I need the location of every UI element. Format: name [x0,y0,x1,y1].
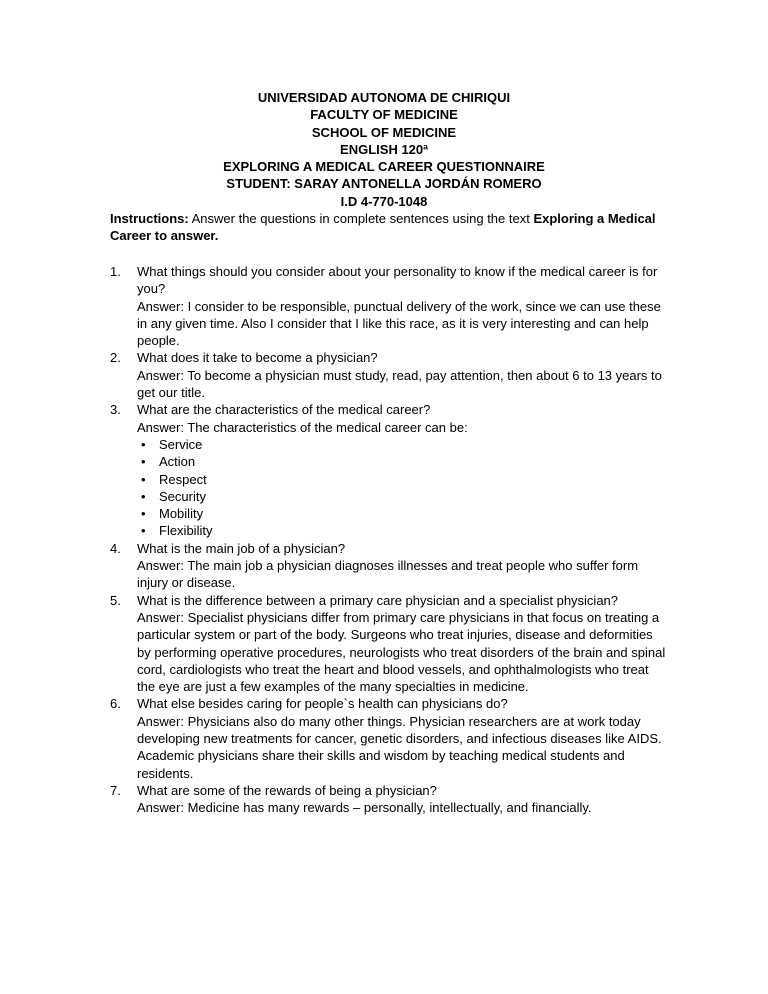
list-item [137,453,670,470]
characteristics-list [137,436,670,540]
course-name: ENGLISH 120ª [340,141,428,157]
answer-text: Answer: To become a physician must study, read, pay attention, then about 6 to 13 years to get our title. [137,367,662,401]
question-item [110,263,670,349]
answer-text: Answer: Physicians also do many other things. Physician researchers are at work today developing new treatments for cancer, genetic disorders, and infectious diseases like AIDS. Academic physicians share their skills and wisdom by teaching medical students and residents. [137,713,662,781]
bullet-icon: • [141,506,146,522]
bullet-icon: • [141,523,146,539]
list-item-label: Respect [159,471,207,487]
list-item-label: Action [159,454,196,470]
bullet-icon: • [141,471,146,487]
list-item [137,436,670,453]
question-text: What is the main job of a physician? [137,540,346,556]
list-item [137,522,670,539]
answer-text: Answer: The characteristics of the medical career can be: [137,419,468,435]
document-title: EXPLORING A MEDICAL CAREER QUESTIONNAIRE [223,159,545,175]
student-name: STUDENT: SARAY ANTONELLA JORDÁN ROMERO [226,176,542,192]
question-number: 4. [110,540,121,556]
question-number: 1. [110,264,121,279]
instructions-label: Instructions: [110,211,189,226]
instructions [110,210,670,245]
list-item-label: Mobility [159,506,204,522]
list-item [137,488,670,505]
list-item-label: Flexibility [159,523,213,539]
university-name: UNIVERSIDAD AUTONOMA DE CHIRIQUI [257,90,511,105]
question-text: What else besides caring for people`s health can physicians do? [137,696,508,712]
question-text: What are the characteristics of the medical career? [137,402,431,418]
question-item [110,540,670,592]
answer-text: Answer: I consider to be responsible, punctual delivery of the work, since we can use these in any given time. Also I consider that I like this race, as it is very interesting and can help people. [137,298,661,349]
question-number: 5. [110,592,121,608]
questions-list [110,263,670,817]
student-id: I.D 4-770-1048 [340,193,428,209]
document-header [0,89,768,210]
question-number: 3. [110,402,121,418]
instructions-text: Answer the questions in complete sentences using the text [188,211,534,226]
list-item [137,505,670,522]
instructions-source-title: Exploring a Medical Career to answer. [110,211,656,244]
bullet-icon: • [141,436,146,452]
answer-text: Answer: Medicine has many rewards – personally, intellectually, and financially. [137,800,592,816]
list-item [137,471,670,488]
question-number: 6. [110,696,121,712]
question-item [110,695,670,781]
question-item [110,349,670,401]
question-item [110,782,670,817]
bullet-icon: • [141,488,146,504]
faculty-name: FACULTY OF MEDICINE [310,107,458,123]
question-text: What things should you consider about your personality to know if the medical career is for you? [137,264,658,297]
school-name: SCHOOL OF MEDICINE [311,124,457,140]
answer-text: Answer: Specialist physicians differ from primary care physicians in that focus on treating a particular system or part of the body. Surgeons who treat injuries, disease and deformities by performing operative procedures, neurologists who treat disorders of the brain and spinal cord, cardiologists who treat the heart and blood vessels, and ophthalmologists who treat the eye are just a few examples of the many specialties in medicine. [137,609,666,695]
list-item-label: Security [159,488,206,504]
question-number: 2. [110,350,121,366]
list-item-label: Service [159,436,203,452]
answer-text: Answer: The main job a physician diagnoses illnesses and treat people who suffer form injury or disease. [137,558,639,591]
question-item [110,401,670,539]
question-text: What does it take to become a physician? [137,350,378,366]
question-text: What are some of the rewards of being a physician? [137,782,437,798]
bullet-icon: • [141,454,146,470]
question-item [110,592,670,696]
question-number: 7. [110,782,121,798]
question-text: What is the difference between a primary care physician and a specialist physician? [137,592,619,608]
